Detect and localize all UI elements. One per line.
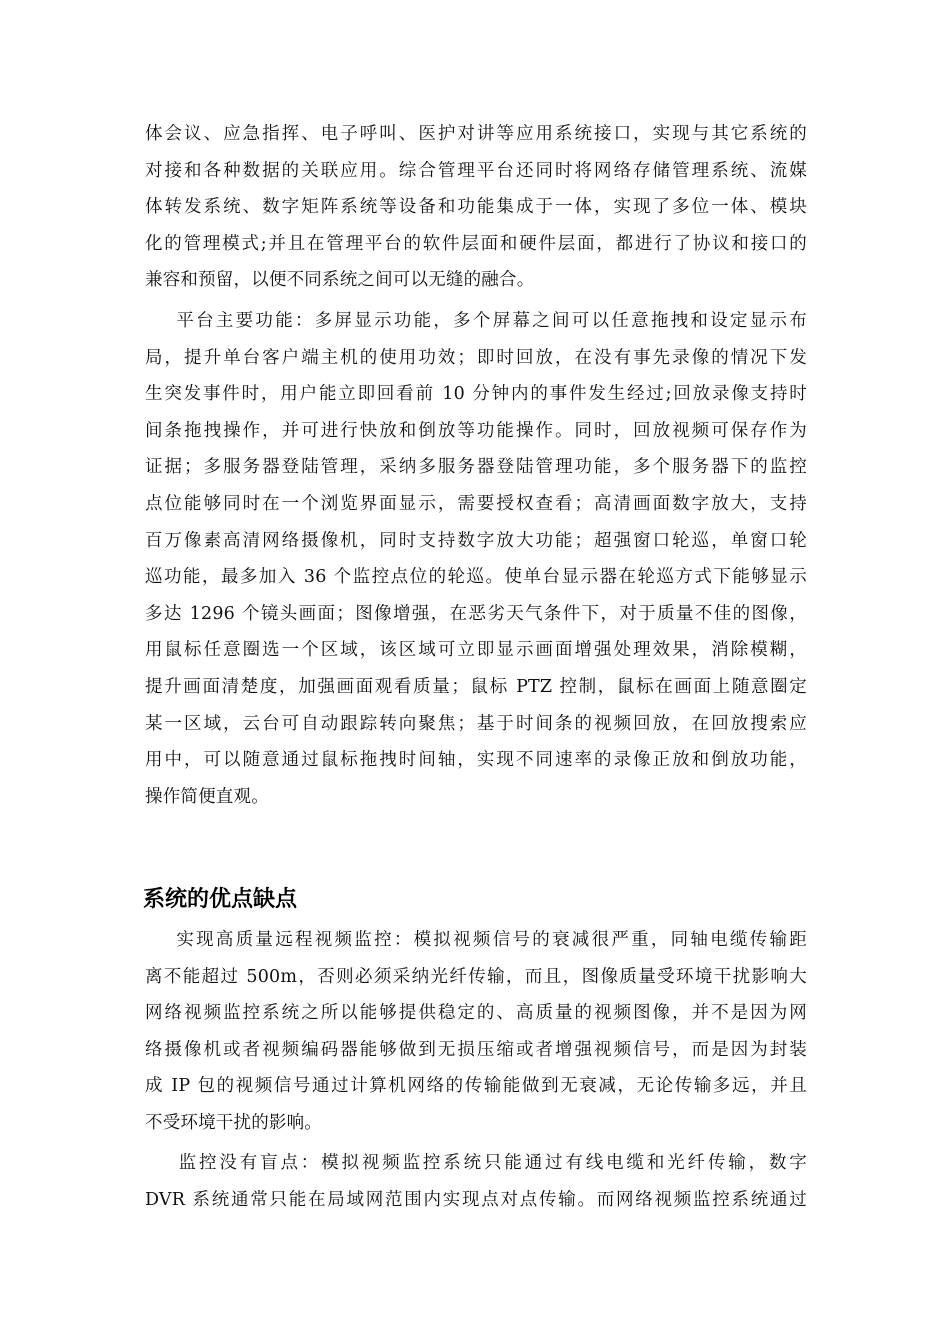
text-line: 某一区域，云台可自动跟踪转向聚焦；基于时间条的视频回放，在回放搜索应 — [145, 713, 807, 734]
text-line: 对接和各种数据的关联应用。综合管理平台还同时将网络存储管理系统、流媒 — [145, 160, 807, 181]
text-line: 间条拖拽操作，并可进行快放和倒放等功能操作。同时，回放视频可保存作为 — [145, 420, 807, 441]
text-line: 不受环境干扰的影响。 — [145, 1112, 322, 1133]
paragraph-no-blind-spots — [145, 1145, 807, 1218]
text-line: 证据；多服务器登陆管理，采纳多服务器登陆管理功能，多个服务器下的监控 — [145, 457, 807, 478]
text-line: 体会议、应急指挥、电子呼叫、医护对讲等应用系统接口，实现与其它系统的 — [145, 124, 807, 144]
text-line: 生突发事件时，用户能立即回看前 10 分钟内的事件发生经过;回放录像支持时 — [145, 384, 807, 405]
text-line: 成 IP 包的视频信号通过计算机网络的传输能做到无衰减，无论传输多远，并且 — [145, 1076, 807, 1097]
text-line: 局，提升单台客户端主机的使用功效；即时回放，在没有事先录像的情况下发 — [145, 347, 807, 368]
text-line: 多达 1296 个镜头画面；图像增强，在恶劣天气条件下，对于质量不佳的图像， — [145, 603, 807, 624]
text-line: 点位能够同时在一个浏览界面显示，需要授权查看；高清画面数字放大，支持 — [145, 493, 807, 514]
text-line: 兼容和预留，以便不同系统之间可以无缝的融合。 — [145, 270, 535, 291]
section-heading: 系统的优点缺点 — [143, 887, 298, 912]
text-line: 用中，可以随意通过鼠标拖拽时间轴，实现不同速率的录像正放和倒放功能， — [145, 750, 807, 771]
text-line: 用鼠标任意圈选一个区域，该区域可立即显示画面增强处理效果，消除模糊， — [145, 640, 807, 661]
text-line: 巡功能，最多加入 36 个监控点位的轮巡。使单台显示器在轮巡方式下能够显示 — [145, 567, 807, 588]
text-line: 化的管理模式;并且在管理平台的软件层面和硬件层面，都进行了协议和接口的 — [145, 233, 807, 254]
text-line: 监控没有盲点：模拟视频监控系统只能通过有线电缆和光纤传输，数字 — [145, 1153, 807, 1173]
text-line: DVR 系统通常只能在局域网范围内实现点对点传输。而网络视频监控系统通过 — [145, 1189, 807, 1210]
text-line: 离不能超过 500m，否则必须采纳光纤传输，而且，图像质量受环境干扰影响大 — [145, 966, 807, 987]
paragraph-platform-functions — [145, 303, 807, 815]
text-line: 网络视频监控系统之所以能够提供稳定的、高质量的视频图像，并不是因为网 — [145, 1003, 807, 1024]
text-line: 操作简便直观。 — [145, 786, 269, 807]
text-line: 百万像素高清网络摄像机，同时支持数字放大功能；超强窗口轮巡，单窗口轮 — [145, 530, 807, 551]
text-line: 体转发系统、数字矩阵系统等设备和功能集成于一体，实现了多位一体、模块 — [145, 197, 807, 218]
text-line: 实现高质量远程视频监控：模拟视频信号的衰减很严重，同轴电缆传输距 — [145, 930, 807, 950]
text-line: 提升画面清楚度，加强画面观看质量；鼠标 PTZ 控制，鼠标在画面上随意圈定 — [145, 676, 807, 697]
text-line: 络摄像机或者视频编码器能够做到无损压缩或者增强视频信号，而是因为封装 — [145, 1039, 807, 1060]
text-line: 平台主要功能：多屏显示功能，多个屏幕之间可以任意拖拽和设定显示布 — [145, 311, 807, 331]
paragraph-integration — [145, 116, 807, 299]
paragraph-remote-monitoring — [145, 922, 807, 1142]
